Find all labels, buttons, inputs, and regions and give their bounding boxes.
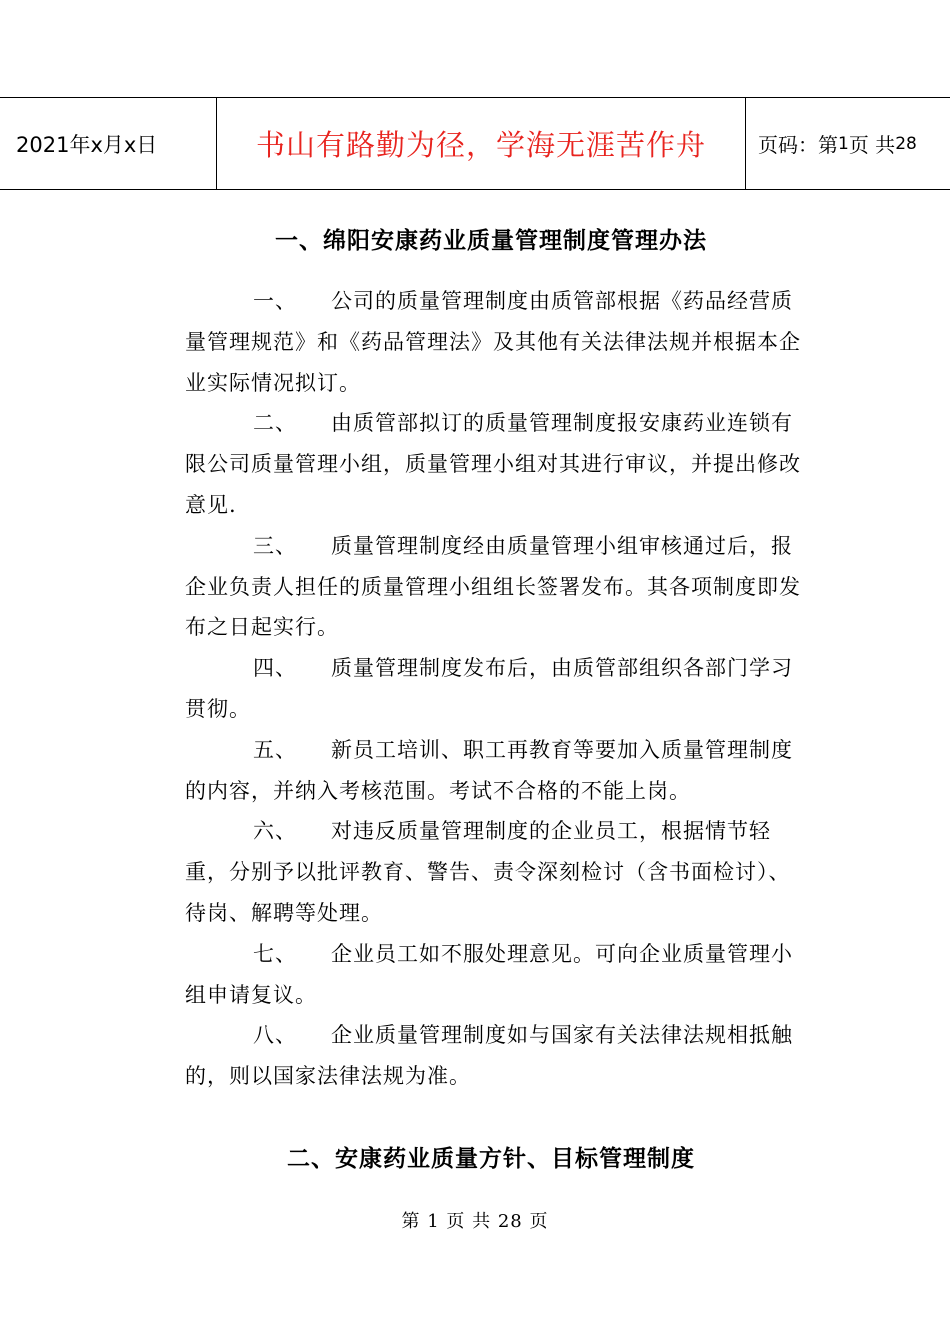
paragraph-5: [185, 730, 805, 812]
paragraph-4-number: 四、: [253, 656, 297, 681]
header-date: 2021年x月x日: [16, 132, 158, 157]
paragraph-1-text: 公司的质量管理制度由质管部根据《药品经营质量管理规范》和《药品管理法》及其他有关法律法规并根据本企业实际情况拟订。: [185, 289, 801, 395]
paragraph-6-text: 对违反质量管理制度的企业员工，根据情节轻重，分别予以批评教育、警告、责令深刻检讨（含书面检讨）、待岗、解聘等处理。: [185, 819, 791, 925]
header-page-number: 1: [838, 133, 849, 154]
paragraph-5-number: 五、: [253, 737, 297, 762]
header-motto: 书山有路勤为径，学海无涯苦作舟: [255, 128, 706, 162]
paragraph-2: [185, 403, 805, 525]
document-body: [185, 281, 805, 1097]
paragraph-6-number: 六、: [253, 819, 297, 844]
paragraph-6: [185, 811, 805, 933]
paragraph-2-text: 由质管部拟订的质量管理制度报安康药业连锁有限公司质量管理小组，质量管理小组对其进行审议，并提出修改意见.: [185, 411, 801, 517]
paragraph-7-number: 七、: [253, 941, 297, 966]
section-1-title: 一、绵阳安康药业质量管理制度管理办法: [275, 228, 707, 254]
paragraph-2-number: 二、: [253, 411, 297, 436]
header-divider-right: [745, 98, 746, 189]
paragraph-8-text: 企业质量管理制度如与国家有关法律法规相抵触的，则以国家法律法规为准。: [185, 1023, 793, 1089]
paragraph-8-number: 八、: [253, 1023, 297, 1048]
header-page-mid: 页 共: [848, 133, 896, 157]
paragraph-4-text: 质量管理制度发布后，由质管部组织各部门学习贯彻。: [185, 656, 793, 721]
paragraph-1: [185, 281, 805, 403]
paragraph-1-number: 一、: [253, 289, 297, 313]
page-footer: 第 1 页 共 28 页: [401, 1211, 549, 1232]
paragraph-8: [185, 1015, 805, 1097]
page-header: [0, 97, 950, 190]
paragraph-5-text: 新员工培训、职工再教育等要加入质量管理制度的内容，并纳入考核范围。考试不合格的不能上岗。: [185, 737, 793, 803]
paragraph-3-text: 质量管理制度经由质量管理小组审核通过后，报企业负责人担任的质量管理小组组长签署发布。其各项制度即发布之日起实行。: [185, 533, 801, 640]
header-page-info: [758, 98, 950, 189]
paragraph-3-number: 三、: [253, 533, 297, 558]
paragraph-7-text: 企业员工如不服处理意见。可向企业质量管理小组申请复议。: [185, 941, 793, 1007]
header-page-total: 28: [895, 133, 917, 154]
section-2-title: 二、安康药业质量方针、目标管理制度: [287, 1146, 695, 1172]
header-page-label: 页码：第: [758, 133, 838, 157]
paragraph-7: [185, 934, 805, 1016]
paragraph-4: [185, 648, 805, 730]
paragraph-3: [185, 526, 805, 648]
